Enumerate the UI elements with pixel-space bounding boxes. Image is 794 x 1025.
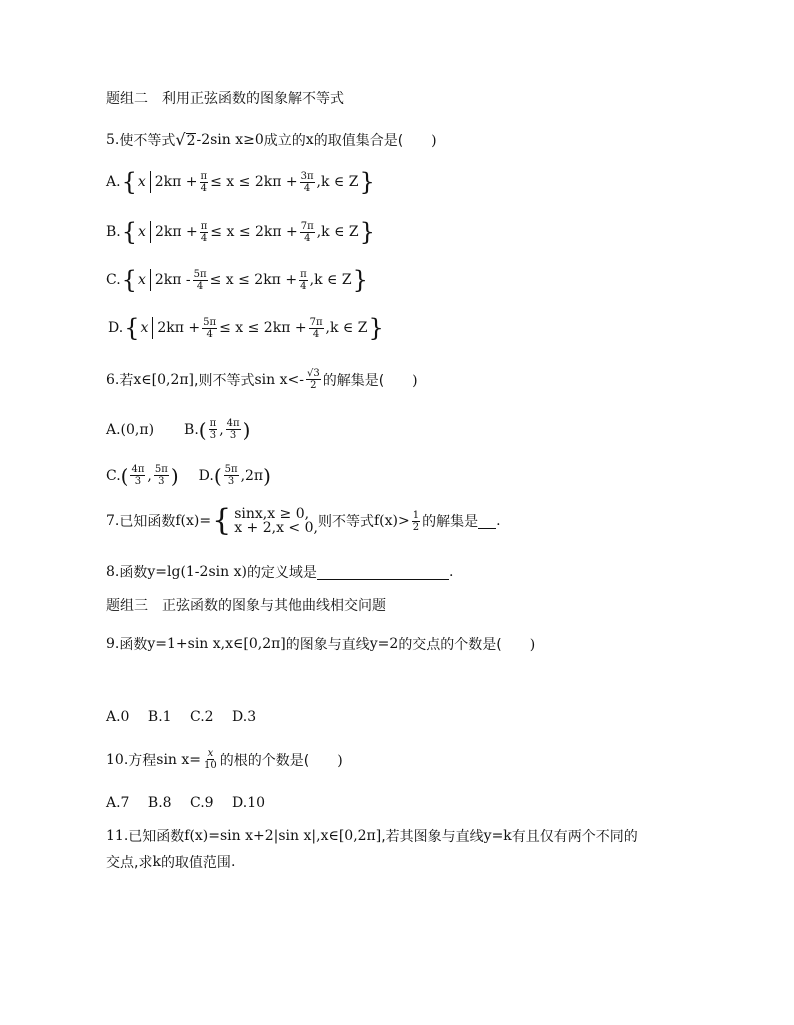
- q7-answer-blank[interactable]: [478, 514, 496, 529]
- q8-end: .: [448, 564, 454, 580]
- q10-options: [106, 792, 265, 812]
- q5d-post: ,k ∈ Z: [325, 320, 368, 336]
- q5a-post: ,k ∈ Z: [316, 174, 359, 190]
- q5b-frac1: $\frac{\pi}{4}$: [200, 220, 208, 244]
- q11-end: .: [230, 854, 236, 870]
- q6-condition: x∈[0,2π]: [133, 371, 195, 388]
- q6-text-4: ): [384, 372, 418, 389]
- q5d-frac1: $\frac{5\pi}{4}$: [203, 316, 217, 340]
- q5-option-a-label: A.: [106, 174, 121, 190]
- group3-title-text: 题组三 正弦函数的图象与其他曲线相交问题: [106, 598, 386, 614]
- q5-option-c: C. { x 2kπ - $\frac{5\pi}{4}$ ≤ x ≤ 2kπ + $\frac{\pi}{4}$ ,k ∈ Z }: [106, 266, 368, 294]
- q5-sqrt: √ 2: [175, 130, 196, 149]
- q10-text-2: 的根的个数是(: [219, 752, 310, 769]
- q10-text-1: 方程: [128, 752, 157, 769]
- q6-text-1: 若: [119, 372, 134, 389]
- q5-text-3: 的取值集合是(: [313, 133, 404, 149]
- q8-text-1: 函数: [119, 565, 148, 581]
- q11-line: y=k: [483, 828, 512, 844]
- q6-option-b-label: B.: [184, 421, 199, 438]
- q9-line: y=2: [369, 636, 399, 652]
- q6-option-c-label: C.: [106, 467, 121, 484]
- q5d-frac2: $\frac{7\pi}{4}$: [309, 316, 323, 340]
- question-9: [106, 634, 535, 654]
- group3-title: [106, 595, 386, 615]
- q6-option-d-label: D.: [198, 467, 214, 484]
- q5a-mid: ≤ x ≤ 2kπ +: [210, 174, 298, 190]
- q6d-tail: ,2π: [240, 467, 264, 484]
- q7-text-2: 则不等式: [317, 514, 374, 530]
- q9-options-text: A.0 B.1 C.2 D.3: [106, 709, 257, 725]
- q9-text-4: ): [501, 637, 536, 653]
- q7-text-1: 已知函数: [119, 514, 176, 530]
- q11-continuation: [106, 852, 235, 872]
- q7-case-2: x + 2,x < 0,: [234, 520, 318, 536]
- q6-option-a: A.(0,π): [106, 421, 155, 438]
- q6-text-3: 的解集是(: [322, 372, 385, 389]
- q6-options-row-2: C. ( $\frac{4\pi}{3}$ , $\frac{5\pi}{3}$ ) D. ( $\frac{5\pi}{3}$ ,2π ): [106, 463, 271, 488]
- q9-text-1: 函数: [119, 637, 148, 653]
- q7-frac: $\frac{1}{2}$: [412, 509, 420, 533]
- q8-expression: y=lg(1-2sin x): [147, 564, 247, 580]
- q5-text-4: ): [403, 133, 437, 149]
- question-10: [106, 748, 343, 771]
- q5-text-1: 使不等式: [119, 133, 176, 149]
- q5b-pre: 2kπ +: [154, 224, 198, 240]
- q11-text-4: 交点,求: [106, 855, 153, 871]
- q7-piecewise: { sinx,x ≥ 0, x + 2,x < 0,: [212, 503, 318, 538]
- q7-text-3: 的解集是: [422, 514, 479, 530]
- q10-options-text: A.7 B.8 C.9 D.10: [106, 795, 266, 811]
- q7-number: 7.: [106, 513, 120, 529]
- question-8: [106, 562, 453, 582]
- q10-frac: $\frac{x}{10}$: [204, 748, 217, 771]
- q11-k: k: [152, 854, 161, 870]
- q5c-pre: 2kπ -: [154, 272, 191, 288]
- q6b-frac1: $\frac{\pi}{3}$: [209, 418, 217, 441]
- q5-sqrt-arg: 2: [186, 133, 196, 149]
- q5a-frac1: $\frac{\pi}{4}$: [200, 170, 208, 194]
- q6c-frac1: $\frac{4\pi}{3}$: [131, 464, 145, 487]
- q7-end: .: [496, 513, 501, 529]
- q5-expression: -2sin x≥0: [196, 132, 264, 148]
- q11-expression: f(x)=sin x+2|sin x|,x∈[0,2π]: [184, 828, 382, 844]
- q6d-frac1: $\frac{5\pi}{3}$: [224, 464, 238, 487]
- q5b-mid: ≤ x ≤ 2kπ +: [210, 224, 298, 240]
- q6-frac: $\frac{√3}{2}$: [306, 368, 320, 391]
- q5c-mid: ≤ x ≤ 2kπ +: [209, 272, 298, 288]
- q11-text-5: 的取值范围: [160, 855, 231, 871]
- q9-text-3: 的交点的个数是(: [398, 637, 502, 653]
- q5b-frac2: $\frac{7\pi}{4}$: [300, 220, 314, 244]
- q6c-frac2: $\frac{5\pi}{3}$: [154, 464, 168, 487]
- q5-option-b-label: B.: [106, 224, 121, 240]
- q5d-mid: ≤ x ≤ 2kπ +: [219, 320, 307, 336]
- q9-options: [106, 706, 256, 726]
- q5-text-2: 成立的: [263, 133, 306, 149]
- q5-option-b: B. { x 2kπ + $\frac{\pi}{4}$ ≤ x ≤ 2kπ + $\frac{7\pi}{4}$ ,k ∈ Z }: [106, 218, 375, 246]
- q9-expression: y=1+sin x,x∈[0,2π]: [147, 636, 286, 652]
- q6-text-2: ,则不等式: [194, 372, 255, 389]
- q10-text-4: ): [309, 752, 343, 769]
- q5d-pre: 2kπ +: [157, 320, 201, 336]
- q5-option-d-label: D.: [108, 320, 124, 336]
- question-5: [106, 130, 437, 150]
- q6-expression: sin x<-: [254, 371, 304, 388]
- q10-expression: sin x=: [156, 751, 202, 768]
- q5a-frac2: $\frac{3\pi}{4}$: [300, 170, 314, 194]
- q5-number: 5.: [106, 132, 120, 148]
- q5-option-a: A. { x 2kπ + $\frac{\pi}{4}$ ≤ x ≤ 2kπ + $\frac{3\pi}{4}$ ,k ∈ Z }: [106, 168, 375, 196]
- group2-title: [106, 88, 344, 108]
- q5b-post: ,k ∈ Z: [316, 224, 359, 240]
- question-7: [106, 503, 501, 538]
- group2-title-text: 题组二 利用正弦函数的图象解不等式: [106, 91, 344, 107]
- q5-var: x: [305, 132, 314, 148]
- q8-answer-blank[interactable]: [317, 565, 449, 580]
- q11-text-3: 有且仅有两个不同的: [511, 829, 638, 845]
- q5c-frac1: $\frac{5\pi}{4}$: [193, 268, 207, 292]
- q6-options-row-1: A.(0,π) B. ( $\frac{\pi}{3}$ , $\frac{4\pi}{3}$ ): [106, 417, 251, 442]
- q8-text-2: 的定义域是: [246, 565, 317, 581]
- q8-number: 8.: [106, 564, 120, 580]
- q7-inequality: f(x)>: [373, 513, 410, 529]
- q5-option-d: D. { x 2kπ + $\frac{5\pi}{4}$ ≤ x ≤ 2kπ + $\frac{7\pi}{4}$ ,k ∈ Z }: [108, 314, 384, 342]
- q7-fx: f(x)=: [175, 513, 212, 529]
- q6-number: 6.: [106, 371, 120, 388]
- q5a-pre: 2kπ +: [154, 174, 198, 190]
- q6b-frac2: $\frac{4\pi}{3}$: [226, 418, 240, 441]
- q7-case-1: sinx,x ≥ 0,: [234, 506, 310, 522]
- q11-number: 11.: [106, 828, 129, 844]
- q10-number: 10.: [106, 751, 129, 768]
- q9-number: 9.: [106, 636, 120, 652]
- q5-option-c-label: C.: [106, 272, 121, 288]
- question-6: [106, 368, 418, 391]
- q11-text-2: ,若其图象与直线: [381, 829, 484, 845]
- question-11: [106, 826, 638, 846]
- q5c-frac2: $\frac{\pi}{4}$: [300, 268, 307, 292]
- q11-text-1: 已知函数: [128, 829, 185, 845]
- q9-text-2: 的图象与直线: [285, 637, 370, 653]
- q5c-post: ,k ∈ Z: [309, 272, 352, 288]
